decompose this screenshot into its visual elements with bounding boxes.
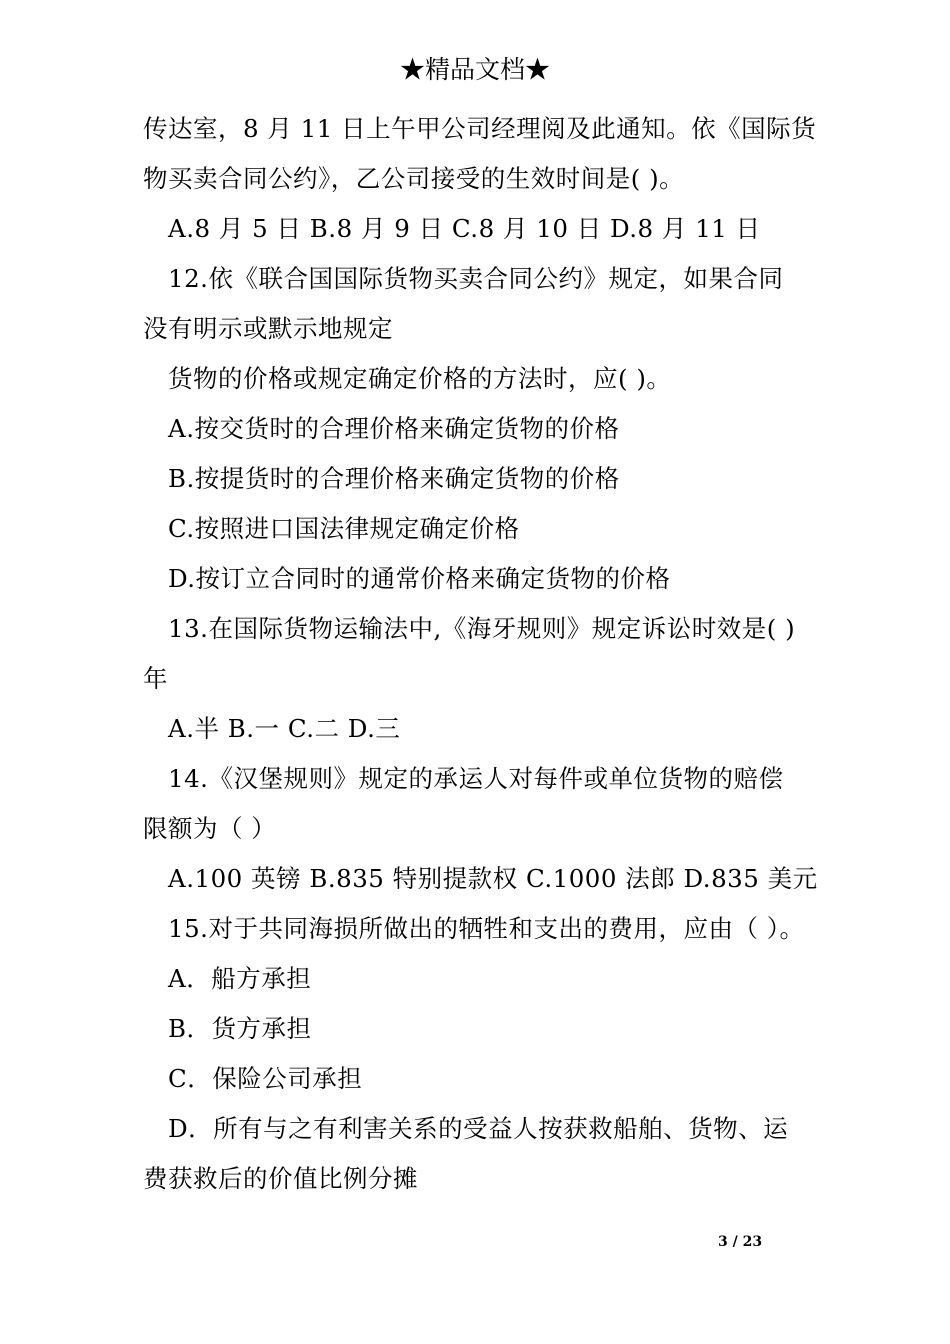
option-c: C．保险公司承担 [168,1064,363,1093]
page-number: 3 / 23 [718,1234,763,1250]
option-a: A.按交货时的合理价格来确定货物的价格 [168,414,620,443]
option-a: A．船方承担 [168,964,312,993]
question-12: 12.依《联合国国际货物买卖合同公约》规定，如果合同 [168,264,784,293]
question-14: 14.《汉堡规则》规定的承运人对每件或单位货物的赔偿 [168,764,784,793]
answer-options: A.100 英镑 B.835 特别提款权 C.1000 法郎 D.835 美元 [168,864,818,893]
option-c: C.按照进口国法律规定确定价格 [168,514,520,543]
text-line: 年 [143,664,168,693]
option-b: B．货方承担 [168,1014,312,1043]
document-body [143,104,818,1204]
option-d: D．所有与之有利害关系的受益人按获救船舶、货物、运 [168,1114,789,1143]
answer-options: A.半 B.一 C.二 D.三 [168,714,401,743]
option-b: B.按提货时的合理价格来确定货物的价格 [168,464,620,493]
text-line: 传达室，8 月 11 日上午甲公司经理阅及此通知。依《国际货 [143,114,817,143]
text-line: 货物的价格或规定确定价格的方法时，应( )。 [168,364,672,393]
document-header: ★精品文档★ [399,55,550,84]
text-line: 限额为（ ） [143,814,277,843]
option-d: D.按订立合同时的通常价格来确定货物的价格 [168,564,671,593]
text-line: 物买卖合同公约》，乙公司接受的生效时间是( )。 [143,164,685,193]
text-line: 没有明示或默示地规定 [143,314,393,343]
text-line: 费获救后的价值比例分摊 [143,1164,418,1193]
question-13: 13.在国际货物运输法中,《海牙规则》规定诉讼时效是( ) [168,614,796,643]
question-15: 15.对于共同海损所做出的牺牲和支出的费用，应由（ ）。 [168,914,805,943]
answer-options: A.8 月 5 日 B.8 月 9 日 C.8 月 10 日 D.8 月 11 日 [168,214,761,243]
